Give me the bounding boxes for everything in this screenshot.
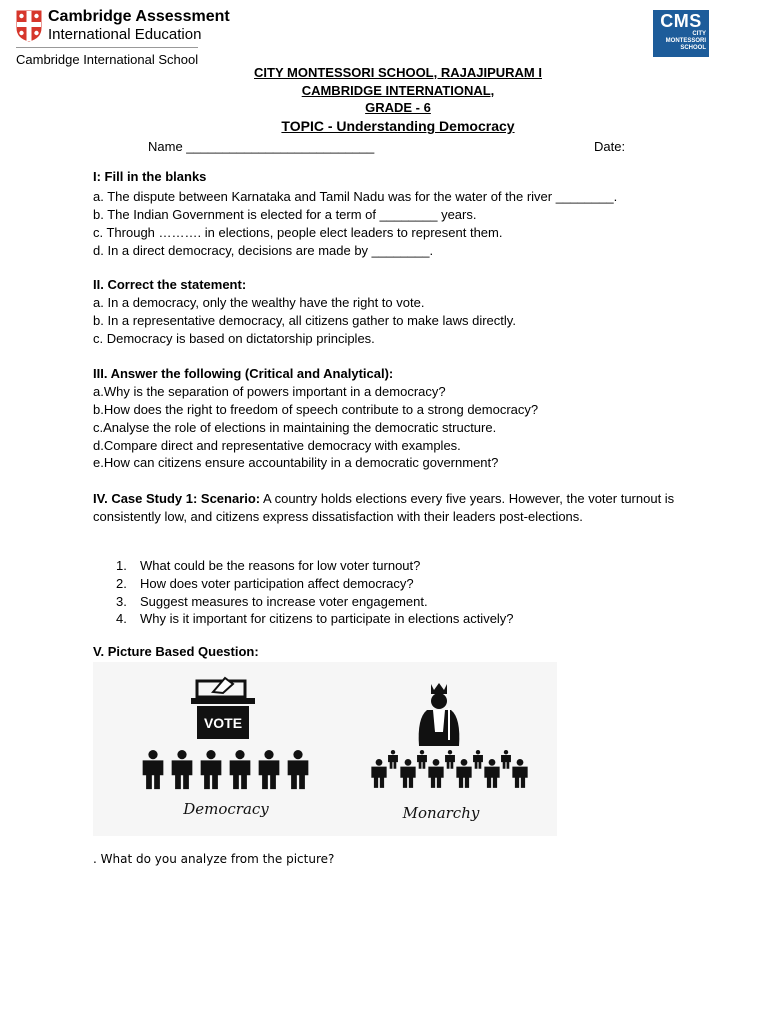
cambridge-title: Cambridge Assessment: [48, 8, 230, 25]
question-item: c. Democracy is based on dictatorship principles.: [93, 331, 375, 346]
question-text: How does voter participation affect democracy?: [140, 576, 414, 591]
person-icon: [172, 750, 193, 789]
vote-label: VOTE: [203, 715, 243, 731]
person-icon: [400, 759, 415, 788]
person-icon: [230, 750, 251, 789]
person-icon: [512, 759, 527, 788]
person-icon: [501, 750, 511, 769]
question-text: What could be the reasons for low voter turnout?: [140, 558, 421, 573]
person-icon: [388, 750, 398, 769]
person-icon: [259, 750, 280, 789]
person-icon: [445, 750, 455, 769]
cms-sub-line: MONTESSORI: [665, 38, 706, 44]
date-field-label: Date:: [594, 139, 626, 154]
section-heading: V. Picture Based Question:: [93, 644, 259, 659]
person-icon: [428, 759, 443, 788]
democracy-people-group: [143, 750, 309, 789]
numbered-question: [116, 594, 428, 609]
question-item: c.Analyse the role of elections in maintaining the democratic structure.: [93, 420, 497, 435]
question-item: e.How can citizens ensure accountability in a democratic government?: [93, 455, 499, 470]
numbered-question: [116, 611, 514, 626]
question-item: b. In a representative democracy, all citizens gather to make laws directly.: [93, 313, 516, 328]
cambridge-shield-icon: [16, 10, 42, 42]
person-icon: [143, 750, 164, 789]
question-item: a.Why is the separation of powers important in a democracy?: [93, 384, 446, 399]
cambridge-school-label: Cambridge International School: [16, 52, 199, 67]
question-text: Suggest measures to increase voter engagement.: [140, 594, 428, 609]
democracy-monarchy-picture: [93, 662, 557, 836]
person-icon: [288, 750, 309, 789]
topic-title: TOPIC - Understanding Democracy: [281, 118, 515, 134]
person-icon: [201, 750, 222, 789]
question-number: 2.: [116, 576, 127, 591]
section-heading: IV. Case Study 1: Scenario:: [93, 491, 261, 506]
person-icon: [456, 759, 471, 788]
question-item: c. Through ………. in elections, people elect leaders to represent them.: [93, 225, 503, 240]
monarchy-label: Monarchy: [402, 804, 480, 822]
question-item: a. In a democracy, only the wealthy have the right to vote.: [93, 295, 425, 310]
section-heading: III. Answer the following (Critical and Analytical):: [93, 366, 394, 381]
numbered-question: [116, 558, 420, 573]
question-item: d.Compare direct and representative democracy with examples.: [93, 438, 461, 453]
name-field-label: Name __________________________: [148, 139, 375, 154]
king-icon: [419, 683, 460, 746]
person-icon: [371, 759, 386, 788]
person-icon: [473, 750, 483, 769]
section-heading: II. Correct the statement:: [93, 277, 247, 292]
case-study-paragraph: [93, 490, 683, 526]
question-item: a. The dispute between Karnataka and Tamil Nadu was for the water of the river ________.: [93, 189, 618, 204]
cms-sub-line: SCHOOL: [680, 45, 706, 51]
cms-logo-mark: CMS: [660, 11, 702, 31]
cms-logo-subtitle: [666, 31, 706, 52]
monarchy-people-group: [371, 750, 527, 788]
cambridge-divider: [16, 47, 198, 48]
case-study-text: A country holds elections every five years. However, the voter turnout is consistently low, and citizens express dissatisfaction with their leaders post-elections.: [93, 491, 675, 524]
question-number: 3.: [116, 594, 127, 609]
numbered-question: [116, 576, 414, 591]
cms-logo: [653, 10, 709, 57]
cms-sub-line: CITY: [692, 31, 706, 37]
question-item: d. In a direct democracy, decisions are made by ________.: [93, 243, 434, 258]
question-number: 1.: [116, 558, 127, 573]
question-number: 4.: [116, 611, 127, 626]
board-name: CAMBRIDGE INTERNATIONAL,: [301, 83, 495, 98]
democracy-label: Democracy: [183, 800, 269, 818]
grade-label: GRADE - 6: [365, 100, 431, 115]
question-item: b.How does the right to freedom of speech contribute to a strong democracy?: [93, 402, 539, 417]
ballot-box-icon: [191, 678, 255, 739]
person-icon: [417, 750, 427, 769]
picture-question: . What do you analyze from the picture?: [93, 852, 335, 866]
cambridge-subtitle: International Education: [48, 26, 202, 43]
section-heading: I: Fill in the blanks: [93, 169, 207, 184]
question-text: Why is it important for citizens to participate in elections actively?: [140, 611, 514, 626]
question-item: b. The Indian Government is elected for a term of ________ years.: [93, 207, 477, 222]
school-name: CITY MONTESSORI SCHOOL, RAJAJIPURAM I: [254, 65, 542, 80]
person-icon: [484, 759, 499, 788]
